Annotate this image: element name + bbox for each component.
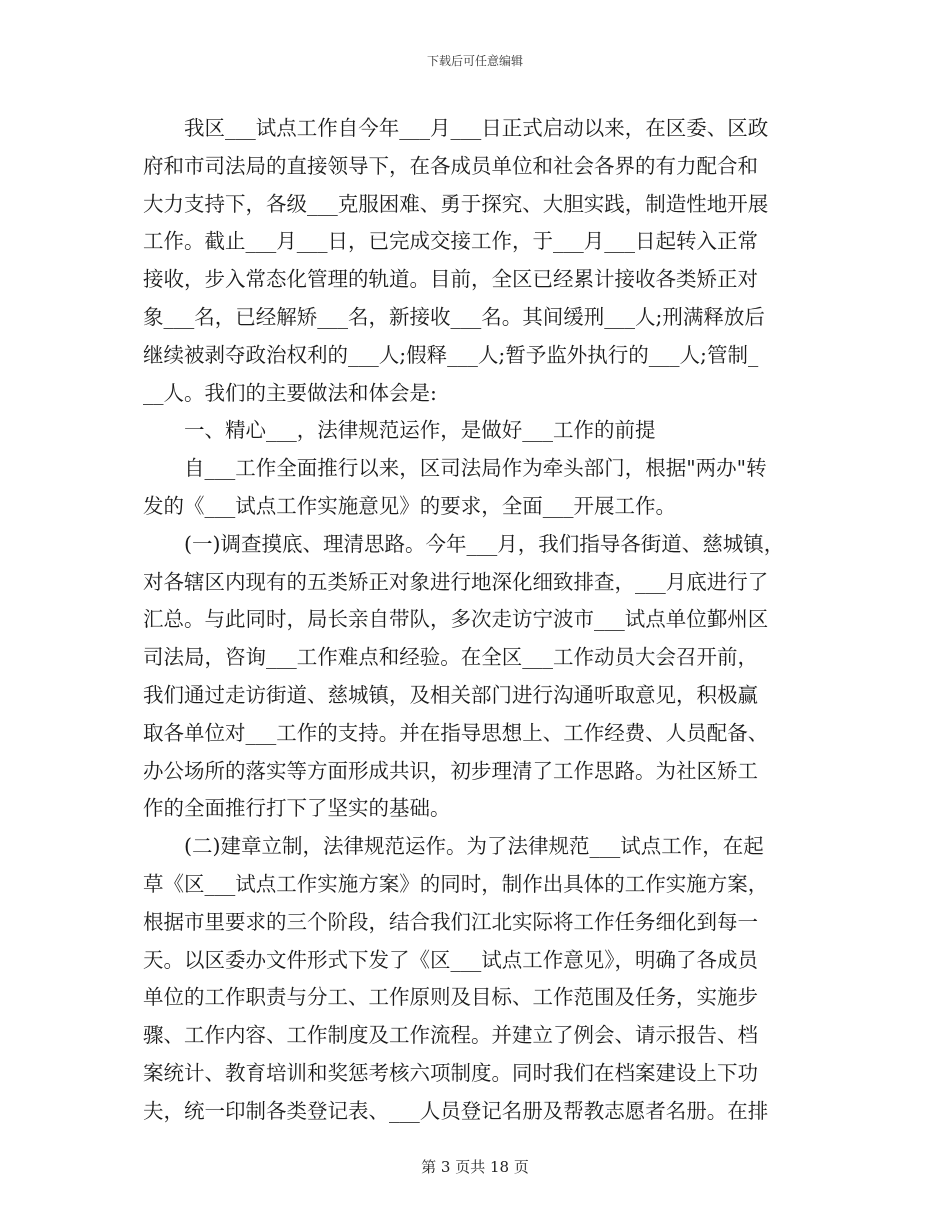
text-line: 府和市司法局的直接领导下，在各成员单位和社会各界的有力配合和 — [143, 153, 758, 178]
text-line: 天。以区委办文件形式下发了《区___试点工作意见》，明确了各成员 — [143, 947, 758, 972]
text-line: 草《区___试点工作实施方案》的同时，制作出具体的工作实施方案， — [143, 871, 769, 896]
document-body — [143, 110, 806, 1131]
text-line: 单位的工作职责与分工、工作原则及目标、工作范围及任务，实施步 — [143, 985, 758, 1010]
text-line: 发的《___试点工作实施意见》的要求，全面___开展工作。 — [143, 493, 676, 518]
text-line: 自___工作全面推行以来，区司法局作为牵头部门，根据"两办"转 — [184, 456, 767, 481]
text-line: 根据市里要求的三个阶段，结合我们江北实际将工作任务细化到每一 — [143, 909, 758, 934]
text-line: (二)建章立制，法律规范运作。为了法律规范___试点工作，在起 — [184, 834, 764, 859]
text-line: 夫，统一印制各类登记表、___人员登记名册及帮教志愿者名册。在排 — [143, 1098, 769, 1123]
section-heading: 一、精心___，法律规范运作，是做好___工作的前提 — [184, 418, 656, 443]
text-line: 工作。截止___月___日，已完成交接工作，于___月___日起转入正常 — [143, 229, 758, 254]
text-line: 大力支持下，各级___克服困难、勇于探究、大胆实践，制造性地开展 — [143, 191, 769, 216]
text-line: 汇总。与此同时，局长亲自带队，多次走访宁波市___试点单位鄞州区 — [143, 607, 769, 632]
text-line: 接收，步入常态化管理的轨道。目前，全区已经累计接收各类矫正对 — [143, 267, 758, 292]
text-line: (一)调查摸底、理清思路。今年___月，我们指导各街道、慈城镇， — [184, 531, 785, 556]
text-line: __人。我们的主要做法和体会是: — [143, 380, 437, 405]
text-line: 司法局，咨询___工作难点和经验。在全区___工作动员大会召开前， — [143, 645, 758, 670]
page-number: 第 3 页共 18 页 — [421, 1158, 529, 1176]
text-line: 象___名，已经解矫___名，新接收___名。其间缓刑___人;刑满释放后 — [143, 304, 765, 329]
text-line: 我们通过走访街道、慈城镇，及相关部门进行沟通听取意见，积极赢 — [143, 682, 758, 707]
page-header: 下载后可任意编辑 — [426, 54, 523, 68]
text-line: 对各辖区内现有的五类矫正对象进行地深化细致排查，___月底进行了 — [143, 569, 769, 594]
text-line: 继续被剥夺政治权利的___人;假释___人;暂予监外执行的___人;管制_ — [143, 342, 759, 367]
text-line: 作的全面推行打下了坚实的基础。 — [143, 796, 451, 821]
text-line: 办公场所的落实等方面形成共识，初步理清了工作思路。为社区矫工 — [143, 758, 758, 783]
text-line: 案统计、教育培训和奖惩考核六项制度。同时我们在档案建设上下功 — [143, 1060, 758, 1085]
text-line: 骤、工作内容、工作制度及工作流程。并建立了例会、请示报告、档 — [143, 1023, 758, 1048]
text-line: 取各单位对___工作的支持。并在指导思想上、工作经费、人员配备、 — [143, 720, 769, 745]
text-line: 我区___试点工作自今年___月___日正式启动以来，在区委、区政 — [184, 116, 769, 140]
